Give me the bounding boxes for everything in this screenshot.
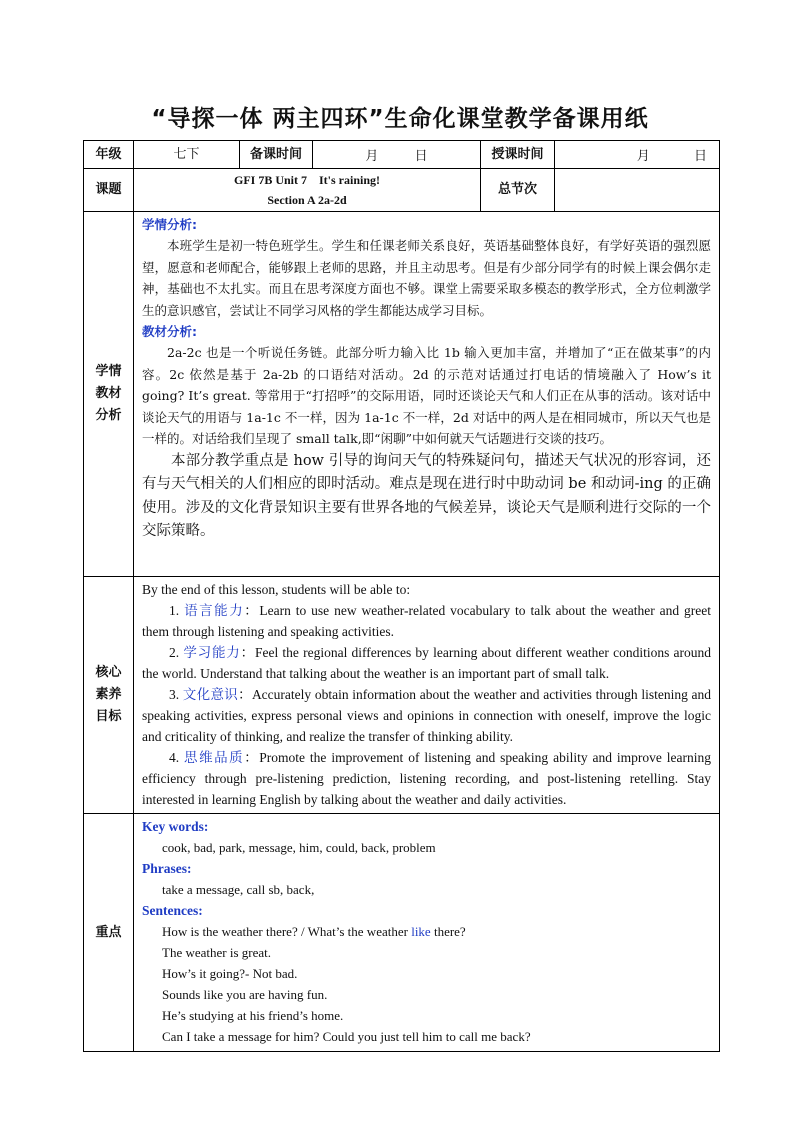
keypoints-label: 重点 xyxy=(84,814,134,1052)
core-item-num: 4. xyxy=(169,750,180,765)
core-item-2: 2. 学习能力：Feel the regional differences by learning about different weather conditions around the world. Understand that talking about the weather is an important part of small talk. xyxy=(142,645,712,681)
core-label xyxy=(84,577,134,814)
sentence-1-like: like xyxy=(411,924,431,939)
core-label-line: 素养 xyxy=(95,687,122,702)
focus-text: 本部分教学重点是 how 引导的询问天气的特殊疑问句，描述天气状况的形容词，还有与天气相关的人们相应的即时活动。难点是现在进行时中助动词 be 和动词-ing 的正确使用。涉及的文化背景知识主要有世界各地的气候差异，谈论天气是顺利进行交际的一个交际策略。 xyxy=(142,452,711,539)
analysis-label-line: 学情 xyxy=(95,364,122,379)
sentence-1-pre: How is the weather there? / What’s the weather xyxy=(162,924,412,939)
sentence: How’s it going?- Not bad. xyxy=(162,966,298,981)
class-time-value xyxy=(555,141,720,169)
core-item-key: 文化意识 xyxy=(182,687,239,702)
material-analysis-text: 2a-2c 也是一个听说任务链。此部分听力输入比 1b 输入更加丰富，并增加了“正在做某事”的内容。2c 依然是基于 2a-2b 的口语结对活动。2d 的示范对话通过打电话的情境融入了 How’s it going? It’s great. 等常用于“打招呼”的交际用语，同时还谈论天气和人们正在从事的活动。该对话中谈论天气的用语与 1a-1c 不一样，因为 1a-1c 不一样，2d 对话中的两人是在相同城市，所以天气也是一样的。对话给我们呈现了 small talk,即“闲聊”中如何就天气话题进行交谈的技巧。 xyxy=(142,345,711,446)
core-item-3: 3. 文化意识：Accurately obtain information about the weather and activities through listening and speaking activities, express personal views and opinions in connection with oneself, improve the logic and criticality of thinking, and realize the transfer of thinking ability. xyxy=(142,687,712,744)
core-row xyxy=(84,577,720,814)
core-intro: By the end of this lesson, students will be able to: xyxy=(142,582,411,597)
class-time-label: 授课时间 xyxy=(481,141,555,169)
core-label-line: 目标 xyxy=(95,709,122,724)
header-row xyxy=(84,141,720,169)
topic-row xyxy=(84,169,720,212)
grade-label: 年级 xyxy=(84,141,134,169)
analysis-label-line: 教材 xyxy=(95,386,122,401)
page-title: “导探一体 两主四环”生命化课堂教学备课用纸 xyxy=(151,106,649,132)
core-label-line: 核心 xyxy=(95,665,122,680)
core-item-1: 1. 语言能力：Learn to use new weather-related vocabulary to talk about the weather and greet them through listening and speaking activities. xyxy=(142,603,712,639)
core-item-num: 2. xyxy=(169,645,180,660)
core-item-num: 3. xyxy=(169,687,180,702)
sentence-1 xyxy=(162,921,711,942)
sentence: Can I take a message for him? Could you just tell him to call me back? xyxy=(162,1029,531,1044)
core-item-text: Accurately obtain information about the weather and activities through listening and speaking activities, express personal views and opinions in connection with oneself, improve the logic and criticality of thinking, and realize the transfer of thinking ability. xyxy=(142,687,712,744)
core-item-text: Learn to use new weather-related vocabulary to talk about the weather and greet them through listening and speaking activities. xyxy=(142,603,712,639)
prep-time-value xyxy=(313,141,481,169)
core-content xyxy=(134,577,720,814)
core-item-key: 思维品质 xyxy=(184,750,245,765)
core-item-text: Feel the regional differences by learning about different weather conditions around the world. Understand that talking about the weather is an important part of small talk. xyxy=(142,645,712,681)
key-words: cook, bad, park, message, him, could, back, problem xyxy=(162,840,436,855)
sentence: Sounds like you are having fun. xyxy=(162,987,328,1002)
class-day: 日 xyxy=(693,149,707,164)
key-words-heading: Key words: xyxy=(142,819,209,834)
sentences-heading: Sentences: xyxy=(142,903,203,918)
core-item-num: 1. xyxy=(169,603,180,618)
phrases-heading: Phrases: xyxy=(142,861,192,876)
core-item-text: Promote the improvement of listening and speaking ability and improve learning efficiency through pre-listening prediction, listening recording, and post-listening retelling. Stay interested in learning English by talking about the weather and daily activities. xyxy=(142,750,712,807)
prep-month: 月 xyxy=(365,149,379,164)
keypoints-row xyxy=(84,814,720,1052)
sentence: The weather is great. xyxy=(162,945,272,960)
analysis-content xyxy=(134,212,720,577)
core-item-4: 4. 思维品质：Promote the improvement of listening and speaking ability and improve learning efficiency through pre-listening prediction, listening recording, and post-listening retelling. Stay interested in learning English by talking about the weather and daily activities. xyxy=(142,750,712,807)
grade-value: 七下 xyxy=(134,141,240,169)
total-sessions-value xyxy=(555,169,720,212)
course-title-line2: Section A 2a-2d xyxy=(267,193,347,207)
sentence-1-post: there? xyxy=(430,924,466,939)
prep-day: 日 xyxy=(414,149,428,164)
topic-label: 课题 xyxy=(84,169,134,212)
core-item-key: 语言能力 xyxy=(184,603,245,618)
course-title-line1: GFI 7B Unit 7 It's raining! xyxy=(233,173,380,187)
total-sessions-label: 总节次 xyxy=(481,169,555,212)
prep-time-label: 备课时间 xyxy=(240,141,313,169)
keypoints-content xyxy=(134,814,720,1052)
core-item-key: 学习能力 xyxy=(183,645,241,660)
student-analysis-text: 本班学生是初一特色班学生。学生和任课老师关系良好，英语基础整体良好，有学好英语的强烈愿望，愿意和老师配合，能够跟上老师的思路，并且主动思考。但是有少部分同学有的时候上课会偶尔走神，基础也不太扎实。而且在思考深度方面也不够。课堂上需要采取多模态的教学形式，全方位刺激学生的意识感官，尝试让不同学习风格的学生都能达成学习目标。 xyxy=(142,238,711,318)
student-analysis-heading: 学情分析: xyxy=(142,217,197,232)
material-analysis-heading: 教材分析: xyxy=(142,324,197,339)
phrases: take a message, call sb, back, xyxy=(162,882,315,897)
course-title xyxy=(134,169,481,212)
analysis-label-line: 分析 xyxy=(95,408,122,423)
analysis-label xyxy=(84,212,134,577)
analysis-row xyxy=(84,212,720,577)
class-month: 月 xyxy=(636,149,650,164)
lesson-plan-table xyxy=(83,140,720,1052)
sentence: He’s studying at his friend’s home. xyxy=(162,1008,344,1023)
